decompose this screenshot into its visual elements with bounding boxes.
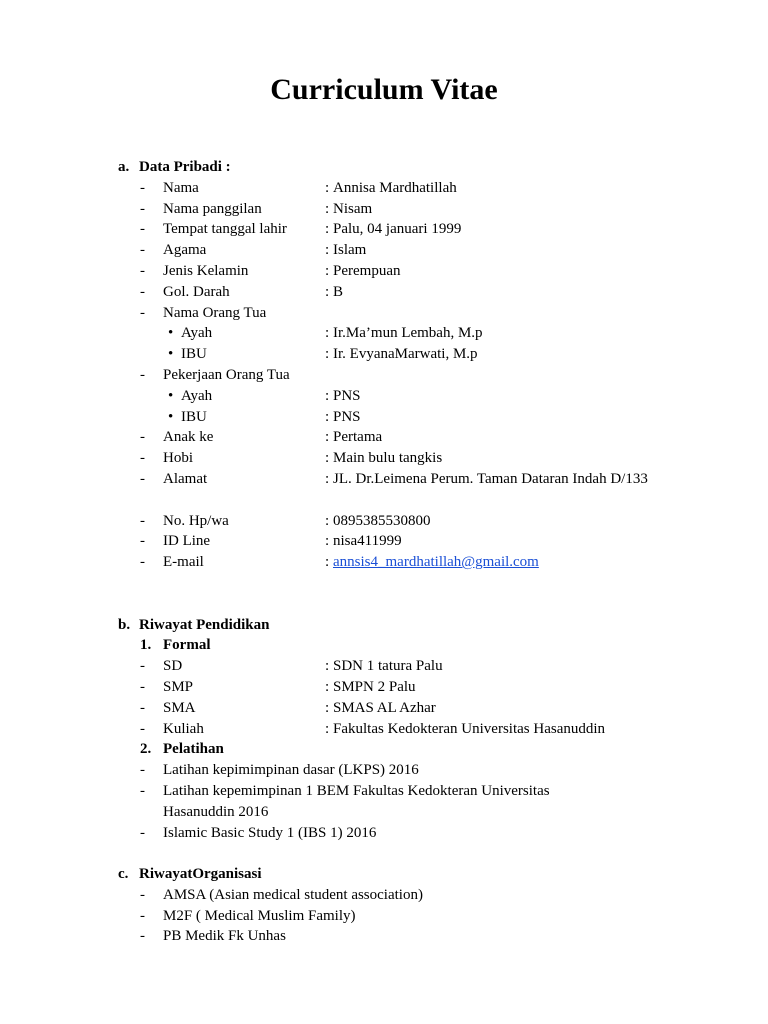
section-title: Riwayat Pendidikan bbox=[139, 616, 270, 633]
field-line bbox=[118, 531, 738, 552]
field-nama-orang-tua bbox=[118, 303, 738, 324]
list-item-text: Latihan kepimimpinan dasar (LKPS) 2016 bbox=[163, 762, 419, 779]
field-value: PNS bbox=[333, 387, 361, 404]
dash: - bbox=[140, 533, 145, 550]
field-label: Ayah bbox=[181, 387, 213, 404]
field-label: ID Line bbox=[163, 533, 211, 550]
dash: - bbox=[140, 450, 145, 467]
field-label: Hobi bbox=[163, 450, 193, 467]
colon: : bbox=[325, 346, 330, 363]
dash: - bbox=[140, 886, 145, 903]
colon: : bbox=[325, 554, 330, 571]
field-gol-darah bbox=[118, 282, 738, 303]
dash: - bbox=[140, 179, 145, 196]
colon: : bbox=[325, 242, 330, 259]
list-item bbox=[118, 885, 738, 906]
list-item-text: Islamic Basic Study 1 (IBS 1) 2016 bbox=[163, 824, 377, 841]
field-label: Pekerjaan Orang Tua bbox=[163, 366, 290, 383]
colon: : bbox=[325, 283, 330, 300]
field-label: SD bbox=[163, 658, 183, 675]
list-item bbox=[118, 926, 738, 947]
field-label: Kuliah bbox=[163, 720, 204, 737]
list-item bbox=[118, 760, 738, 781]
field-value: Ir.Ma’mun Lembah, M.p bbox=[333, 325, 483, 342]
list-item bbox=[118, 823, 738, 844]
dash: - bbox=[140, 429, 145, 446]
field-ibu bbox=[118, 344, 738, 365]
dash: - bbox=[140, 512, 145, 529]
colon: : bbox=[325, 179, 330, 196]
subsection-title: Pelatihan bbox=[163, 741, 224, 758]
field-value: Annisa Mardhatillah bbox=[333, 179, 457, 196]
field-label: Agama bbox=[163, 242, 207, 259]
colon: : bbox=[325, 325, 330, 342]
colon: : bbox=[325, 658, 330, 675]
list-item-text: PB Medik Fk Unhas bbox=[163, 928, 286, 945]
email-link[interactable]: annsis4_mardhatillah@gmail.com bbox=[333, 554, 539, 571]
bullet: • bbox=[168, 346, 174, 363]
colon: : bbox=[325, 720, 330, 737]
dash: - bbox=[140, 262, 145, 279]
list-item bbox=[118, 906, 738, 927]
field-label: E-mail bbox=[163, 554, 204, 571]
colon: : bbox=[325, 699, 330, 716]
section-marker: c. bbox=[118, 866, 129, 883]
spacer bbox=[118, 573, 738, 594]
section-b-heading bbox=[118, 615, 738, 636]
section-a-heading bbox=[118, 157, 738, 178]
field-value: Pertama bbox=[333, 429, 383, 446]
list-item-text: Latihan kepemimpinan 1 BEM Fakultas Kedokteran Universitas Hasanuddin 2016 bbox=[163, 782, 550, 820]
field-pekerjaan-orang-tua bbox=[118, 365, 738, 386]
dash: - bbox=[140, 928, 145, 945]
dash: - bbox=[140, 824, 145, 841]
colon: : bbox=[325, 512, 330, 529]
field-value: Perempuan bbox=[333, 262, 401, 279]
field-value: Main bulu tangkis bbox=[333, 450, 443, 467]
field-label: SMP bbox=[163, 678, 194, 695]
field-alamat bbox=[118, 469, 738, 511]
dash: - bbox=[140, 720, 145, 737]
dash: - bbox=[140, 470, 145, 487]
field-label: Tempat tanggal lahir bbox=[163, 221, 287, 238]
pelatihan-heading bbox=[118, 739, 738, 760]
field-label: SMA bbox=[163, 699, 196, 716]
field-label: Nama Orang Tua bbox=[163, 304, 267, 321]
colon: : bbox=[325, 450, 330, 467]
dash: - bbox=[140, 907, 145, 924]
field-label: No. Hp/wa bbox=[163, 512, 229, 529]
edu-sma bbox=[118, 698, 738, 719]
field-value: B bbox=[333, 283, 344, 300]
colon: : bbox=[325, 470, 330, 487]
edu-sd bbox=[118, 656, 738, 677]
field-value: SMPN 2 Palu bbox=[333, 678, 416, 695]
field-value: PNS bbox=[333, 408, 361, 425]
dash: - bbox=[140, 366, 145, 383]
subsection-title: Formal bbox=[163, 637, 211, 654]
field-label: IBU bbox=[181, 408, 207, 425]
colon: : bbox=[325, 678, 330, 695]
colon: : bbox=[325, 408, 330, 425]
spacer bbox=[118, 594, 738, 615]
dash: - bbox=[140, 699, 145, 716]
dash: - bbox=[140, 658, 145, 675]
dash: - bbox=[140, 554, 145, 571]
section-marker: b. bbox=[118, 616, 131, 633]
page-title: Curriculum Vitae bbox=[270, 73, 498, 106]
field-label: Nama panggilan bbox=[163, 200, 262, 217]
field-label: IBU bbox=[181, 346, 207, 363]
field-label: Ayah bbox=[181, 325, 213, 342]
edu-kuliah bbox=[118, 719, 738, 740]
field-value: Islam bbox=[333, 242, 367, 259]
field-value: SMAS AL Azhar bbox=[333, 699, 436, 716]
section-title: RiwayatOrganisasi bbox=[139, 866, 262, 883]
colon: : bbox=[325, 262, 330, 279]
field-value: Nisam bbox=[333, 200, 373, 217]
field-nama bbox=[118, 178, 738, 199]
list-item-text: M2F ( Medical Muslim Family) bbox=[163, 907, 356, 924]
field-ttl bbox=[118, 219, 738, 240]
field-hobi bbox=[118, 448, 738, 469]
subsection-number: 1. bbox=[140, 637, 152, 654]
colon: : bbox=[325, 387, 330, 404]
dash: - bbox=[140, 221, 145, 238]
field-nama-panggilan bbox=[118, 199, 738, 220]
field-label: Gol. Darah bbox=[163, 283, 230, 300]
field-value: Ir. EvyanaMarwati, M.p bbox=[333, 346, 478, 363]
field-label: Jenis Kelamin bbox=[163, 262, 249, 279]
field-email bbox=[118, 552, 738, 573]
list-item bbox=[118, 781, 738, 823]
colon: : bbox=[325, 533, 330, 550]
cv-body bbox=[118, 157, 738, 947]
field-pek-ibu bbox=[118, 407, 738, 428]
field-agama bbox=[118, 240, 738, 261]
field-value: JL. Dr.Leimena Perum. Taman Dataran Indah D/133 bbox=[333, 470, 648, 487]
section-marker: a. bbox=[118, 159, 130, 175]
dash: - bbox=[140, 283, 145, 300]
field-label: Nama bbox=[163, 179, 199, 196]
field-ayah bbox=[118, 323, 738, 344]
dash: - bbox=[140, 242, 145, 259]
field-hp bbox=[118, 511, 738, 532]
field-jenis-kelamin bbox=[118, 261, 738, 282]
edu-smp bbox=[118, 677, 738, 698]
field-value: Palu, 04 januari 1999 bbox=[333, 221, 462, 238]
formal-heading bbox=[118, 635, 738, 656]
list-item-text: AMSA (Asian medical student association) bbox=[163, 886, 423, 903]
field-value: 0895385530800 bbox=[333, 512, 431, 529]
colon: : bbox=[325, 200, 330, 217]
dash: - bbox=[140, 678, 145, 695]
subsection-number: 2. bbox=[140, 741, 152, 758]
colon: : bbox=[325, 429, 330, 446]
colon: : bbox=[325, 221, 330, 238]
dash: - bbox=[140, 762, 145, 779]
field-value: Fakultas Kedokteran Universitas Hasanuddin bbox=[333, 720, 606, 737]
dash: - bbox=[140, 782, 145, 799]
field-value: SDN 1 tatura Palu bbox=[333, 658, 443, 675]
bullet: • bbox=[168, 387, 174, 404]
dash: - bbox=[140, 304, 145, 321]
section-title: Data Pribadi : bbox=[139, 159, 231, 175]
field-label: Anak ke bbox=[163, 429, 214, 446]
field-value: nisa411999 bbox=[333, 533, 402, 550]
field-label: Alamat bbox=[163, 470, 208, 487]
dash: - bbox=[140, 200, 145, 217]
spacer bbox=[118, 843, 738, 864]
field-pek-ayah bbox=[118, 386, 738, 407]
field-anak-ke bbox=[118, 427, 738, 448]
bullet: • bbox=[168, 325, 174, 342]
bullet: • bbox=[168, 408, 174, 425]
section-c-heading bbox=[118, 864, 738, 885]
